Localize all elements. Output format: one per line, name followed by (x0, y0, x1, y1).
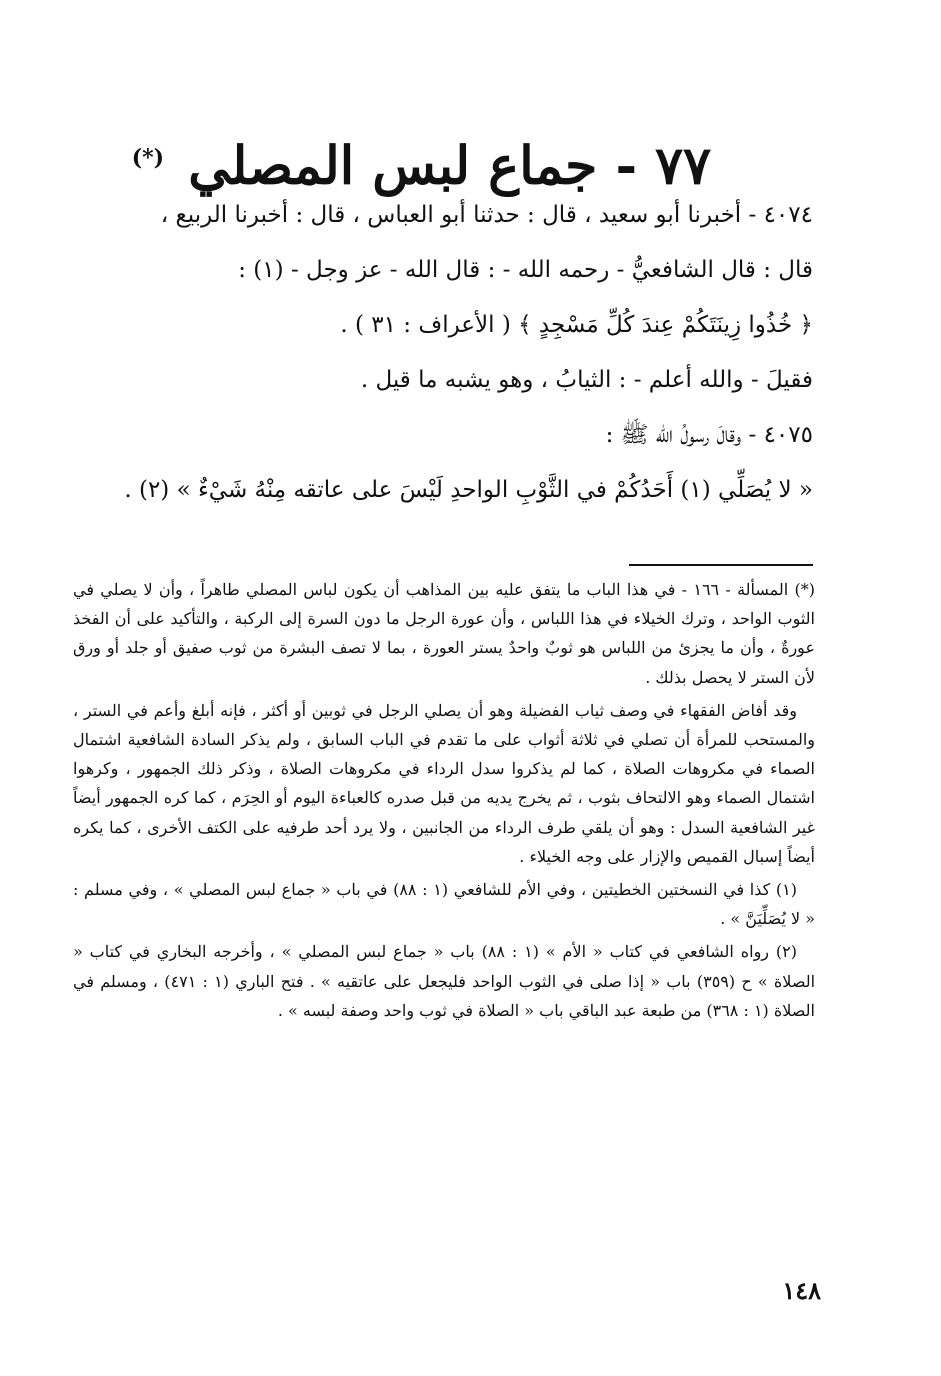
text-line: قال : قال الشافعيُّ - رحمه الله - : قال الله - عز وجل - (١) : (238, 257, 813, 283)
chapter-number: ٧٧ (655, 135, 711, 197)
quran-verse-line: ﴿ خُذُوا زِينَتَكُمْ عِندَ كُلِّ مَسْجِدٍ ﴾ ( الأعراف : ٣١ ) . (340, 312, 813, 338)
footnote-star-continued: وقد أفاض الفقهاء في وصف ثياب الفضيلة وهو أن يصلي الرجل في ثوبين أو أكثر ، فإنه أبلغ وأعم في الستر ، والمستحب للمرأة أن تصلي في ثلاثة أثواب على ما تقدم في الباب السابق ، ولم يذكر السادة الشافعية اشتمال الصماء في مكروهات الصلاة ، كما لم يذكروا سدل الرداء في مكروهات الصلاة ، وذكر ذلك الجمهور ، وكرهوا اشتمال الصماء وهو الالتحاف بثوب ، ثم يخرج يديه من قبل صدره كالعباءة اليوم أو الحِرَم ، كما كره الجمهور أيضاً غير الشافعية السدل : وهو أن يلقي طرف الرداء من الجانبين ، ولا يرد أحد طرفيه على الكتف الأخرى ، كما يكره أيضاً إسبال القميص والإزار على وجه الخيلاء . (73, 700, 815, 866)
hadith-line: « لا يُصَلِّي (١) أَحَدُكُمْ في الثَّوْبِ الواحدِ لَيْسَ على عاتقه مِنْهُ شَيْءٌ » (٢) . (124, 477, 813, 503)
chapter-footnote-marker: (*) (131, 145, 165, 171)
text-line: ٤٠٧٥ - وقالَ رسولُ الله ﷺ : (605, 422, 813, 448)
footnotes (73, 575, 815, 1029)
main-text (113, 188, 813, 518)
footnote-1: (١) كذا في النسختين الخطيتين ، وفي الأم للشافعي (١ : ٨٨) في باب « جماع لبس المصلي » ، وفي مسلم : « لا يُصَلِّيَنَّ » . (73, 880, 815, 929)
footnote-2: (٢) رواه الشافعي في كتاب « الأم » (١ : ٨٨) باب « جماع لبس المصلي » ، وأخرجه البخاري في كتاب « الصلاة » ح (٣٥٩) باب « إذا صلى في الثوب الواحد فليجعل على عاتقيه » . فتح الباري (١ : ٤٧١) ، ومسلم في الصلاة (١ : ٣٦٨) من طبعة عبد الباقي باب « الصلاة في ثوب واحد وصفة لبسه » . (73, 942, 816, 1020)
chapter-heading: جماع لبس المصلي (188, 135, 598, 197)
page-number: ١٤٨ (782, 1276, 821, 1305)
footnote-star: (*) المسألة - ١٦٦ - في هذا الباب ما يتفق عليه بين المذاهب أن يكون لباس المصلي طاهراً ، وأن لا يصلي في الثوب الواحد ، وترك الخيلاء في هذا اللباس ، وأن عورة الرجل ما دون السرة إلى الركبة ، والتأكيد على أن الفخذ عورةٌ ، وأن ما يجزئ من اللباس هو ثوبٌ واحدٌ يستر العورة ، بما لا تصف البشرة من ثوب صفيق أو جلد أو ورق لأن الستر لا يحصل بذلك . (73, 580, 815, 687)
text-line: ٤٠٧٤ - أخبرنا أبو سعيد ، قال : حدثنا أبو العباس ، قال : أخبرنا الربيع ، (160, 202, 813, 228)
chapter-separator: - (615, 135, 638, 197)
footnote-divider (629, 564, 813, 566)
text-line: فقيلَ - والله أعلم - : الثيابُ ، وهو يشبه ما قيل . (360, 367, 813, 393)
